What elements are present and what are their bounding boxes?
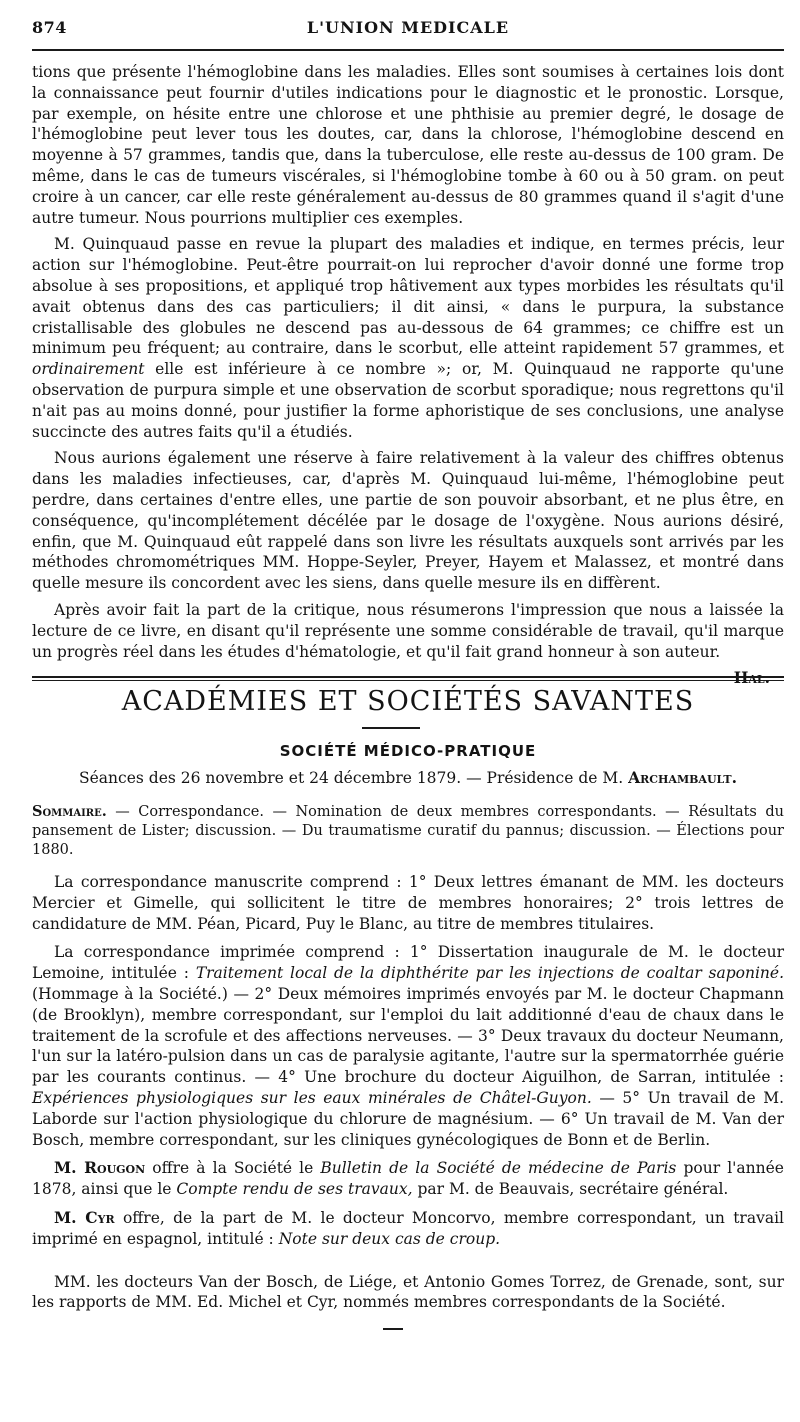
page-header: [32, 18, 784, 46]
book-review: [32, 62, 784, 689]
review-paragraph-3: Nous aurions également une réserve à faire relativement à la valeur des chiffres obtenus dans les maladies infectieuses, car, d'après M. Quinquaud lui-même, l'hémoglobine peut perdre, dans certaines d'entre elles, une partie de son pouvoir absorbant, et ne plus être, en conséquence, qu'incomplétement décélée par le dosage de l'oxygène. Nous aurions désiré, enfin, que M. Quinquaud eût rappelé dans son livre les résultats auxquels sont arrivés par les méthodes chromométriques MM. Hoppe-Seyler, Preyer, Hayem et Malassez, et montré dans quelle mesure ils concordent avec les siens, dans quelle mesure ils en diffèrent.: [32, 449, 784, 593]
minutes-p3-title-2: Compte rendu de ses travaux,: [176, 1180, 413, 1199]
minutes-paragraph-4: [32, 1208, 784, 1250]
society-title: SOCIÉTÉ MÉDICO-PRATIQUE: [279, 742, 537, 760]
minutes-p2-text-c: — 5° Un travail de M. Laborde sur l'action physiologique du chlorure de magnésium. — 6° Un travail de M. Van der Bosch, membre correspondant, sur les cliniques gynécologiques de Bonn et de Berlin.: [32, 1088, 784, 1149]
running-title: L'UNION MEDICALE: [306, 18, 510, 37]
minutes-paragraph-1: La correspondance manuscrite comprend : 1° Deux lettres émanant de MM. les docteurs Mercier et Gimelle, qui sollicitent le titre de membres honoraires; 2° trois lettres de candidature de MM. Péan, Picard, Puy le Blanc, au titre de membres titulaires.: [32, 873, 784, 933]
section-rule-thin: [32, 680, 784, 681]
sommaire: [32, 802, 784, 860]
sommaire-text: — Correspondance. — Nomination de deux membres correspondants. — Résultats du pansement de Lister; discussion. — Du traumatisme curatif du pannus; discussion. — Élections pour 1880.: [32, 804, 784, 858]
end-rule: [383, 1328, 403, 1330]
session-text: Séances des 26 novembre et 24 décembre 1879. — Présidence de M.: [79, 769, 624, 787]
minutes-p2-text-a: La correspondance imprimée comprend : 1° Dissertation inaugurale de M. le docteur Lemoine, intitulée :: [32, 943, 784, 983]
minutes-p3-text-b: pour l'année 1878, ainsi que le: [32, 1159, 784, 1199]
minutes-paragraph-2: [32, 942, 784, 1150]
president-name: Archambault.: [628, 768, 737, 787]
section-title: ACADÉMIES ET SOCIÉTÉS SAVANTES: [121, 686, 695, 717]
section-short-rule: [362, 727, 420, 729]
review-paragraph-4: Après avoir fait la part de la critique, nous résumerons l'impression que nous a laissée la lecture de ce livre, en disant qu'il représente une somme considérable de travail, qu'il marque un progrès réel dans les études d'hématologie, et qu'il fait grand honneur à son auteur.: [32, 600, 784, 661]
review-paragraph-1: tions que présente l'hémoglobine dans les maladies. Elles sont soumises à certaines lois dont la connaissance peut fournir d'utiles indications pour le diagnostic et le pronostic. Lorsque, par exemple, on hésite entre une chlorose et une phthisie au premier degré, le dosage de l'hémoglobine peut lever tous les doutes, car, dans la chlorose, l'hémoglobine descend en moyenne à 57 grammes, tandis que, dans la tuberculose, elle reste au-dessus de 100 gram. De même, dans le cas de tumeurs viscérales, si l'hémoglobine tombe à 60 ou à 50 gram. on peut croire à un cancer, car elle reste généralement au-dessus de 80 grammes quand il s'agit d'une autre tumeur. Nous pourrions multiplier ces exemples.: [32, 63, 784, 227]
session-minutes: [32, 872, 784, 1321]
review-paragraph-2-text-a: M. Quinquaud passe en revue la plupart des maladies et indique, en termes précis, leur action sur l'hémoglobine. Peut-être pourrait-on lui reprocher d'avoir donné une forme trop absolue à ses propositions, et appliqué trop hâtivement aux types morbides les résultats qu'il avait obtenus dans des cas particuliers; il dit ainsi, « dans le purpura, la substance cristallisable des globules ne descend pas au-dessous de 64 grammes; ce chiffre est un minimum peu fréquent; au contraire, dans le scorbut, elle atteint rapidement 57 grammes, et: [32, 235, 784, 358]
minutes-p3-name: M. Rougon: [54, 1158, 146, 1178]
minutes-p4-title: Note sur deux cas de croup.: [278, 1229, 501, 1248]
minutes-p3-text-a: offre à la Société le: [152, 1159, 314, 1178]
page-number: 874: [32, 18, 67, 37]
sommaire-lead: Sommaire.: [32, 803, 107, 820]
section-rule-thick: [32, 676, 784, 678]
header-rule: [32, 49, 784, 51]
review-signature: Hal.: [733, 668, 770, 688]
minutes-paragraph-3: [32, 1158, 784, 1200]
minutes-p3-text-c: par M. de Beauvais, secrétaire général.: [417, 1180, 729, 1199]
minutes-p3-title-1: Bulletin de la Société de médecine de Paris: [320, 1159, 677, 1178]
review-paragraph-2-emphasis: ordinairement: [32, 360, 145, 379]
minutes-paragraph-5: MM. les docteurs Van der Bosch, de Liége, et Antonio Gomes Torrez, de Grenade, sont, sur les rapports de MM. Ed. Michel et Cyr, nommés membres correspondants de la Société.: [32, 1272, 784, 1312]
minutes-p4-text-a: offre, de la part de M. le docteur Moncorvo, membre correspondant, un travail imprimé en espagnol, intitulé :: [32, 1208, 784, 1248]
minutes-p2-text-b: (Hommage à la Société.) — 2° Deux mémoires imprimés envoyés par M. le docteur Chapmann (de Brooklyn), membre correspondant, sur l'emploi du lait additionné d'eau de chaux dans le traitement de la scrofule et des affections nerveuses. — 3° Deux travaux du docteur Neumann, l'un sur la latéro-pulsion dans un cas de paralysie agitante, l'autre sur la spermatorrhée guérie par les courants continus. — 4° Une brochure du docteur Aiguilhon, de Sarran, intitulée :: [32, 984, 784, 1087]
minutes-p2-title-1: Traitement local de la diphthérite par les injections de coaltar saponiné.: [195, 964, 784, 983]
minutes-p4-name: M. Cyr: [54, 1207, 115, 1227]
session-line: [32, 768, 784, 787]
review-paragraph-2: [32, 234, 784, 442]
review-paragraph-2-text-b: elle est inférieure à ce nombre »; or, M. Quinquaud ne rapporte qu'une observation de purpura simple et une observation de scorbut sporadique; nous regrettons qu'il n'ait pas au moins donné, pour justifier la forme aphoristique de ses conclusions, une analyse succincte des autres faits qu'il a étudiés.: [32, 360, 784, 441]
minutes-p2-title-2: Expériences physiologiques sur les eaux minérales de Châtel-Guyon.: [32, 1088, 592, 1107]
